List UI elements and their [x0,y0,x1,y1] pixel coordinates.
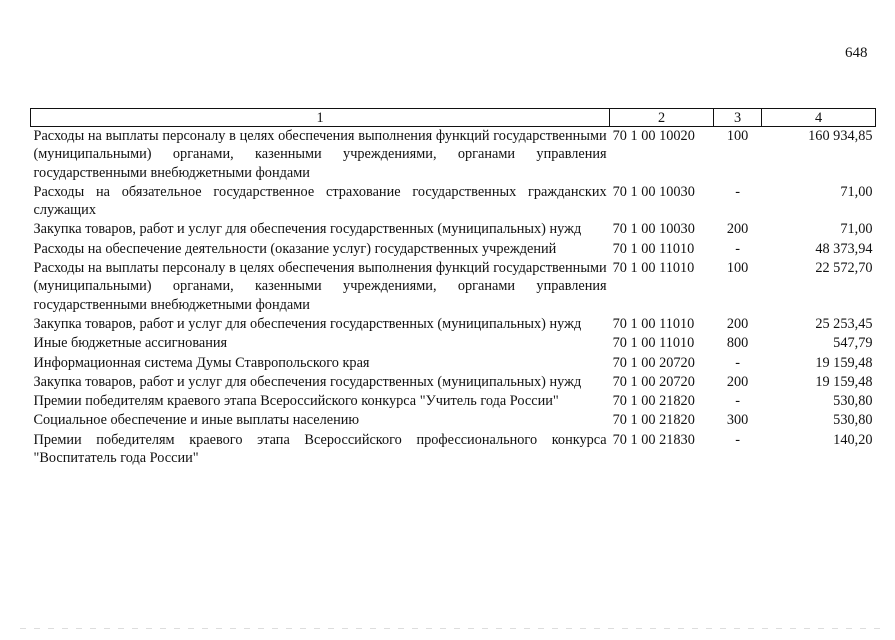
row-sum: 19 159,48 [815,354,873,371]
table-row [31,334,876,353]
row-sum: 25 253,45 [815,315,873,332]
row-expense-type: 100 [726,260,749,277]
header-col-3: 3 [714,109,762,127]
row-expense-type: - [735,240,740,257]
row-sum: 19 159,48 [815,373,873,390]
row-expense-type: 200 [726,315,749,332]
row-sum: 547,79 [833,335,873,352]
budget-table [30,108,876,468]
row-sum: 71,00 [840,183,873,200]
row-code: 70 1 00 20720 [612,354,695,371]
row-expense-type: - [735,183,740,200]
row-code: 70 1 00 11010 [612,315,695,332]
row-sum: 71,00 [840,221,873,238]
table-row [31,240,876,259]
row-expense-type: - [735,393,740,410]
table-row [31,259,876,315]
table-row [31,431,876,469]
row-sum: 160 934,85 [808,128,873,144]
row-name: Закупка товаров, работ и услуг для обеспечения государственных (муниципальных) нужд [33,221,582,238]
row-expense-type: 200 [726,221,749,238]
row-expense-type: 100 [726,128,749,144]
row-code: 70 1 00 10030 [612,221,695,238]
row-name: Информационная система Думы Ставропольского края [33,354,370,371]
row-name: Закупка товаров, работ и услуг для обеспечения государственных (муниципальных) нужд [33,315,582,332]
page-number: 648 [845,45,868,61]
row-code: 70 1 00 21820 [612,412,695,429]
row-name: Премии победителям краевого этапа Всероссийского конкурса "Учитель года России" [33,393,559,410]
row-name: Расходы на выплаты персоналу в целях обеспечения выполнения функций государственными (муниципальными) органами, казенными учреждениями, органами управления государственными внебюджетными фондами [33,128,607,181]
table-row [31,392,876,411]
row-code: 70 1 00 20720 [612,373,695,390]
scan-artifact-line [20,628,880,629]
table-row [31,373,876,392]
row-code: 70 1 00 11010 [612,335,695,352]
row-expense-type: 800 [726,335,749,352]
row-name: Закупка товаров, работ и услуг для обеспечения государственных (муниципальных) нужд [33,373,582,390]
table-row [31,315,876,334]
row-code: 70 1 00 10030 [612,183,695,200]
header-col-4: 4 [762,109,876,127]
row-code: 70 1 00 11010 [612,260,695,277]
row-sum: 140,20 [833,431,873,448]
header-col-1: 1 [31,109,610,127]
row-sum: 22 572,70 [815,260,873,277]
row-sum: 530,80 [833,412,873,429]
row-name: Расходы на обеспечение деятельности (оказание услуг) государственных учреждений [33,240,557,257]
table-row [31,354,876,373]
table-row [31,411,876,430]
table-row [31,183,876,221]
row-sum: 48 373,94 [815,240,873,257]
table-header [31,109,876,127]
row-expense-type: - [735,354,740,371]
header-col-2: 2 [610,109,714,127]
row-name: Расходы на обязательное государственное страхование государственных гражданских служащих [33,183,607,219]
row-code: 70 1 00 11010 [612,240,695,257]
row-sum: 530,80 [833,393,873,410]
row-name: Социальное обеспечение и иные выплаты населению [33,412,360,429]
row-name: Расходы на выплаты персоналу в целях обеспечения выполнения функций государственными (муниципальными) органами, казенными учреждениями, органами управления государственными внебюджетными фондами [33,260,607,313]
row-expense-type: 300 [726,412,749,429]
table-row [31,220,876,239]
row-code: 70 1 00 21820 [612,393,695,410]
table-row [31,127,876,183]
row-name: Премии победителям краевого этапа Всероссийского профессионального конкурса "Воспитатель года России" [33,431,607,467]
row-expense-type: 200 [726,373,749,390]
row-name: Иные бюджетные ассигнования [33,335,228,352]
row-code: 70 1 00 10020 [612,128,695,144]
row-code: 70 1 00 21830 [612,431,695,448]
row-expense-type: - [735,431,740,448]
